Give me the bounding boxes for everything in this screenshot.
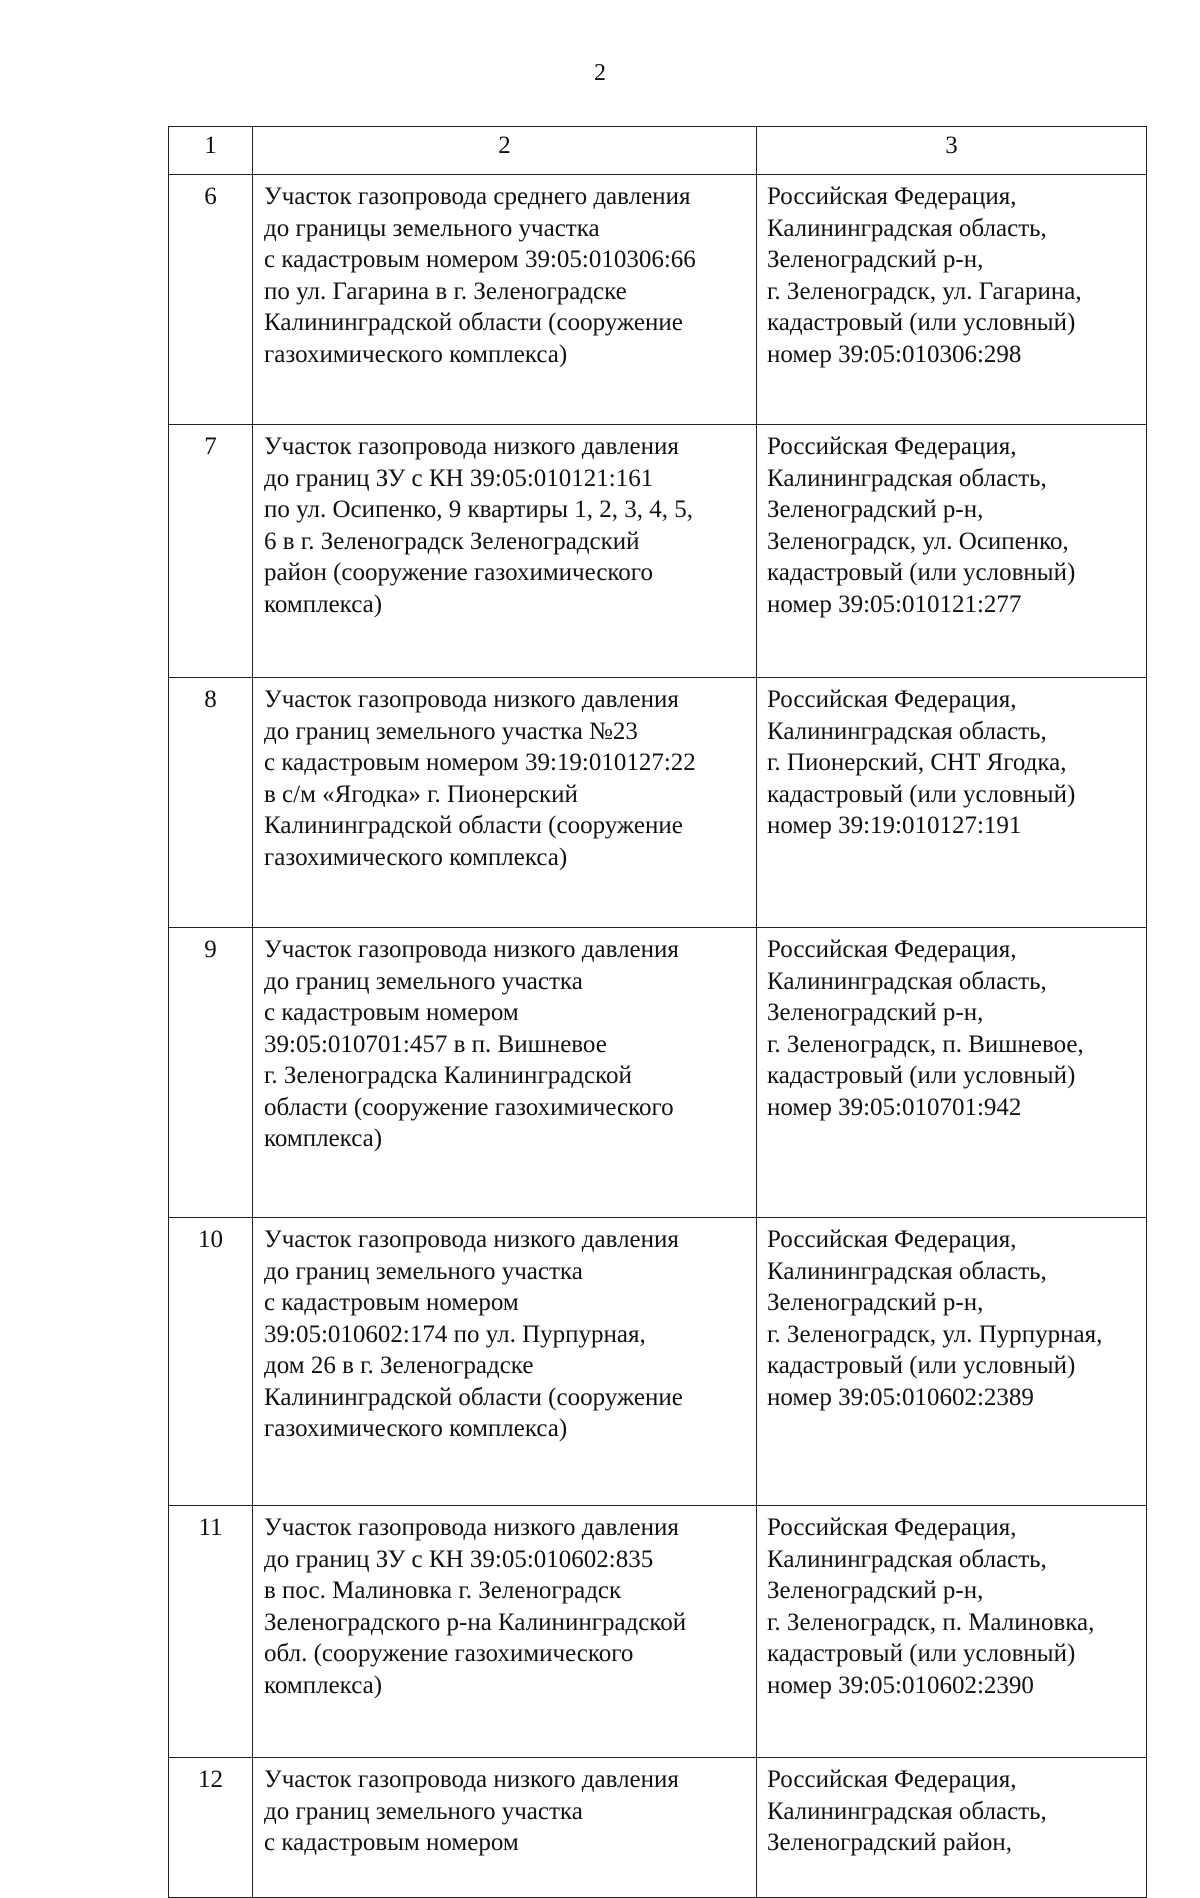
object-description-cell — [253, 175, 757, 425]
address-line: Зеленоградск, ул. Осипенко, — [767, 527, 1069, 555]
description-line: газохимического комплекса) — [264, 340, 568, 368]
description-line: до границ земельного участка — [264, 1797, 583, 1825]
address-line: Калининградская область, — [767, 1545, 1047, 1573]
description-line: газохимического комплекса) — [264, 843, 568, 871]
address-line: Российская Федерация, — [767, 936, 1017, 963]
address-cell — [757, 425, 1147, 678]
description-line: дом 26 в г. Зеленоградске — [264, 1352, 534, 1379]
description-line: Участок газопровода низкого давления — [264, 1226, 679, 1253]
address-line: Калининградская область, — [767, 967, 1047, 995]
address-line: номер 39:19:010127:191 — [767, 812, 1022, 839]
address-cell — [757, 1506, 1147, 1758]
address-line: Зеленоградский р-н, — [767, 999, 984, 1026]
object-description-cell — [253, 1758, 757, 1898]
description-line: комплекса) — [264, 590, 383, 618]
address-line: кадастровый (или условный) — [767, 780, 1076, 808]
object-description-cell — [253, 928, 757, 1218]
description-line: г. Зеленоградска Калининградской — [264, 1062, 632, 1089]
address-line: Зеленоградский р-н, — [767, 246, 984, 273]
description-line: до границ земельного участка — [264, 1257, 583, 1285]
description-line: в пос. Малиновка г. Зеленоградск — [264, 1577, 622, 1604]
address-cell — [757, 928, 1147, 1218]
address-line: кадастровый (или условный) — [767, 559, 1076, 586]
address-line: Российская Федерация, — [767, 433, 1017, 460]
address-cell — [757, 678, 1147, 928]
description-line: с кадастровым номером 39:19:010127:22 — [264, 749, 696, 776]
description-line: Участок газопровода низкого давления — [264, 1766, 679, 1793]
description-line: Участок газопровода низкого давления — [264, 936, 679, 963]
description-line: до границ ЗУ с КН 39:05:010602:835 — [264, 1545, 654, 1573]
description-line: области (сооружение газохимического — [264, 1093, 674, 1121]
description-line: Зеленоградского р-на Калининградской — [264, 1608, 687, 1636]
address-line: г. Зеленоградск, ул. Пурпурная, — [767, 1320, 1103, 1348]
address-line: номер 39:05:010602:2389 — [767, 1383, 1034, 1411]
row-number: 7 — [169, 425, 253, 678]
column-header: 2 — [253, 127, 757, 175]
column-header: 1 — [169, 127, 253, 175]
description-line: комплекса) — [264, 1671, 383, 1699]
address-line: кадастровый (или условный) — [767, 1352, 1076, 1379]
address-cell — [757, 1758, 1147, 1898]
table-header-row — [169, 127, 1147, 175]
address-line: г. Зеленоградск, п. Малиновка, — [767, 1608, 1095, 1636]
address-line: кадастровый (или условный) — [767, 1640, 1076, 1667]
description-line: Калининградской области (сооружение — [264, 1383, 683, 1411]
description-line: газохимического комплекса) — [264, 1415, 568, 1442]
description-line: с кадастровым номером 39:05:010306:66 — [264, 246, 696, 273]
description-line: с кадастровым номером — [264, 1289, 519, 1316]
address-line: кадастровый (или условный) — [767, 309, 1076, 336]
description-line: с кадастровым номером — [264, 1829, 519, 1856]
row-number: 10 — [169, 1218, 253, 1506]
address-line: номер 39:05:010306:298 — [767, 340, 1022, 368]
address-line: номер 39:05:010121:277 — [767, 590, 1022, 618]
object-description-cell — [253, 1218, 757, 1506]
address-line: Зеленоградский р-н, — [767, 496, 984, 523]
address-line: Зеленоградский район, — [767, 1829, 1012, 1856]
description-line: по ул. Осипенко, 9 квартиры 1, 2, 3, 4, 5, — [264, 496, 694, 523]
description-line: до границы земельного участка — [264, 214, 600, 242]
description-line: Калининградской области (сооружение — [264, 309, 683, 336]
address-line: номер 39:05:010602:2390 — [767, 1671, 1034, 1699]
address-line: г. Пионерский, СНТ Ягодка, — [767, 749, 1067, 776]
objects-table — [168, 126, 1147, 1898]
description-line: 39:05:010701:457 в п. Вишневое — [264, 1030, 607, 1058]
address-line: Зеленоградский р-н, — [767, 1577, 984, 1604]
description-line: в с/м «Ягодка» г. Пионерский — [264, 780, 578, 808]
table-row — [169, 928, 1147, 1218]
address-line: Российская Федерация, — [767, 686, 1017, 713]
address-cell — [757, 1218, 1147, 1506]
object-description-cell — [253, 1506, 757, 1758]
description-line: 39:05:010602:174 по ул. Пурпурная, — [264, 1320, 646, 1348]
description-line: 6 в г. Зеленоградск Зеленоградский — [264, 527, 640, 555]
row-number: 6 — [169, 175, 253, 425]
table-row — [169, 1218, 1147, 1506]
description-line: обл. (сооружение газохимического — [264, 1640, 634, 1667]
row-number: 11 — [169, 1506, 253, 1758]
table-row — [169, 1506, 1147, 1758]
address-line: Российская Федерация, — [767, 1766, 1017, 1793]
description-line: Участок газопровода низкого давления — [264, 1514, 679, 1541]
description-line: район (сооружение газохимического — [264, 559, 653, 586]
row-number: 9 — [169, 928, 253, 1218]
address-line: Калининградская область, — [767, 464, 1047, 492]
table-row — [169, 425, 1147, 678]
column-header: 3 — [757, 127, 1147, 175]
address-line: Калининградская область, — [767, 1797, 1047, 1825]
address-line: Российская Федерация, — [767, 183, 1017, 210]
description-line: с кадастровым номером — [264, 999, 519, 1026]
address-cell — [757, 175, 1147, 425]
address-line: номер 39:05:010701:942 — [767, 1093, 1022, 1121]
address-line: Калининградская область, — [767, 214, 1047, 242]
address-line: Зеленоградский р-н, — [767, 1289, 984, 1316]
address-line: г. Зеленоградск, п. Вишневое, — [767, 1030, 1084, 1058]
address-line: г. Зеленоградск, ул. Гагарина, — [767, 277, 1082, 305]
description-line: комплекса) — [264, 1125, 383, 1152]
row-number: 8 — [169, 678, 253, 928]
address-line: Российская Федерация, — [767, 1514, 1017, 1541]
page-number: 2 — [594, 60, 606, 86]
description-line: Участок газопровода среднего давления — [264, 183, 691, 210]
address-line: кадастровый (или условный) — [767, 1062, 1076, 1089]
description-line: Калининградской области (сооружение — [264, 812, 683, 839]
address-line: Калининградская область, — [767, 717, 1047, 745]
description-line: до границ ЗУ с КН 39:05:010121:161 — [264, 464, 654, 492]
object-description-cell — [253, 678, 757, 928]
table-row — [169, 175, 1147, 425]
table-row — [169, 1758, 1147, 1898]
description-line: по ул. Гагарина в г. Зеленоградске — [264, 277, 627, 305]
object-description-cell — [253, 425, 757, 678]
table-row — [169, 678, 1147, 928]
description-line: Участок газопровода низкого давления — [264, 686, 679, 713]
address-line: Калининградская область, — [767, 1257, 1047, 1285]
description-line: Участок газопровода низкого давления — [264, 433, 679, 460]
description-line: до границ земельного участка — [264, 967, 583, 995]
address-line: Российская Федерация, — [767, 1226, 1017, 1253]
description-line: до границ земельного участка №23 — [264, 717, 638, 745]
row-number: 12 — [169, 1758, 253, 1898]
